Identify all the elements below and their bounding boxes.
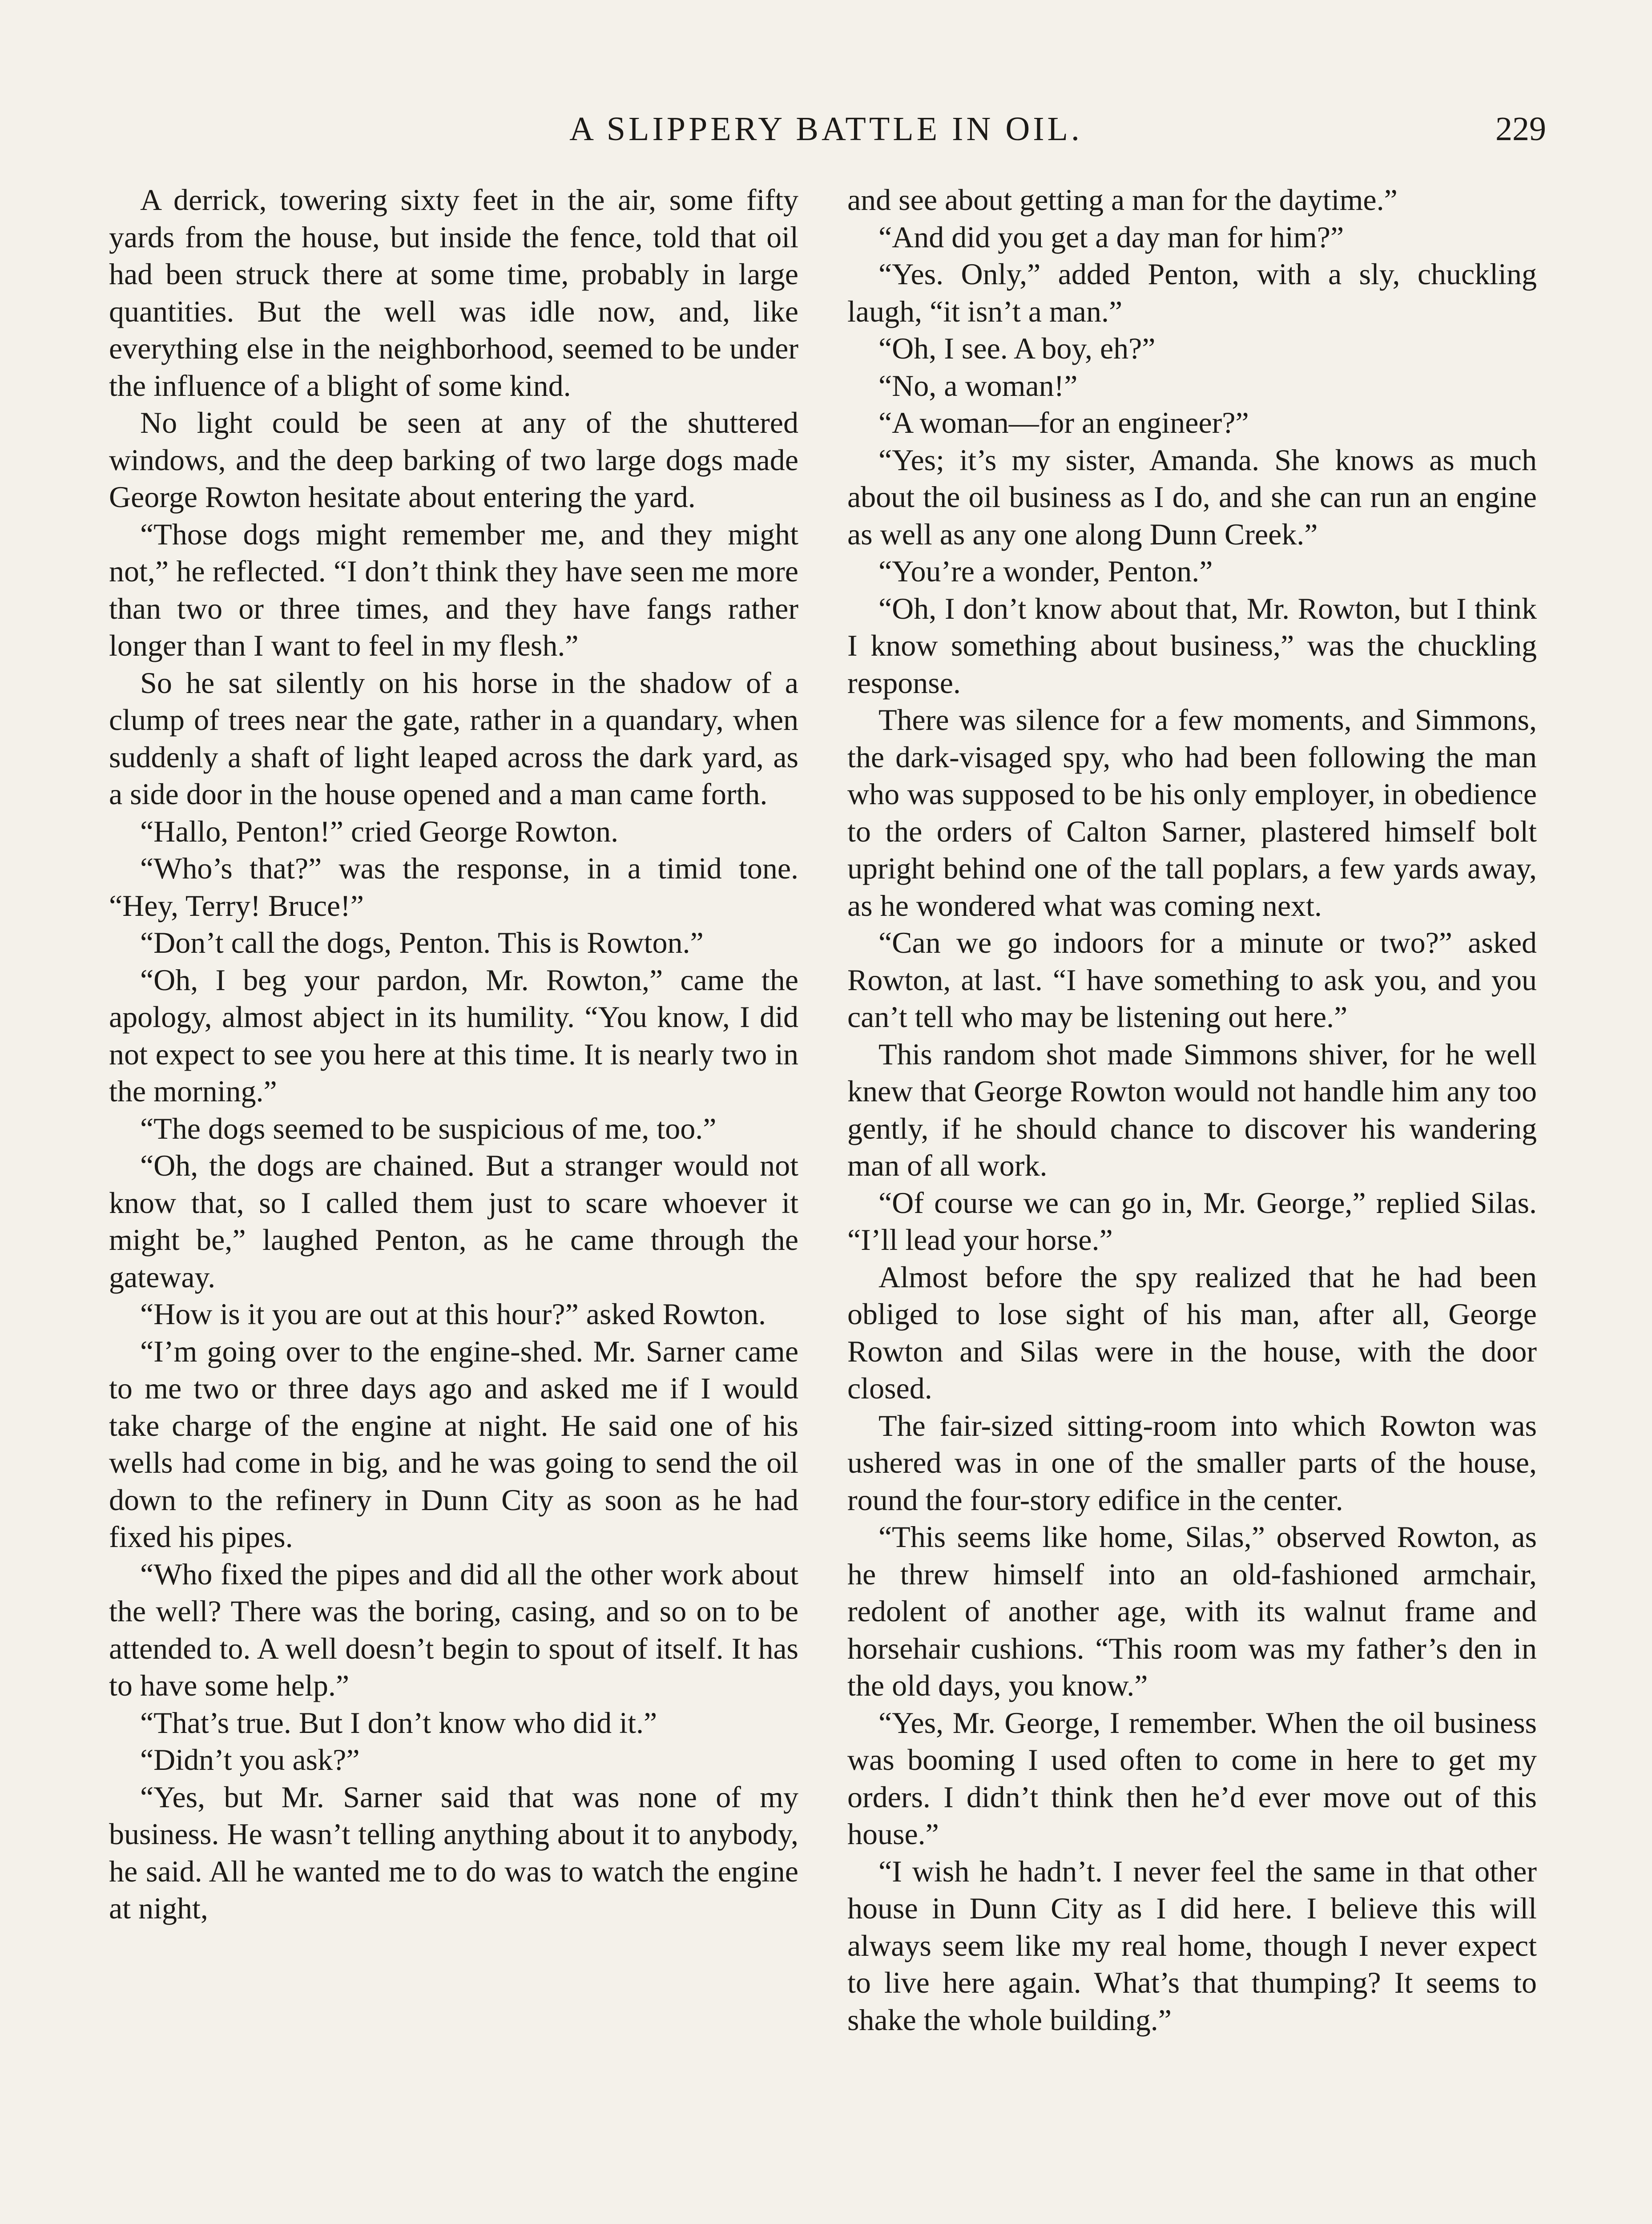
page-number: 229 [1495, 110, 1546, 148]
paragraph: “Yes, Mr. George, I remember. When the oil business was booming I used often to come in here to get my orders. I didn’t think then he’d ever move out of this house.” [847, 1705, 1537, 1851]
paragraph: So he sat silently on his horse in the shadow of a clump of trees near the gate, rather in a quandary, when suddenly a shaft of light leaped across the dark yard, as a side door in the house opened and a man came forth. [109, 665, 798, 811]
paragraph: “Of course we can go in, Mr. George,” replied Silas. “I’ll lead your horse.” [847, 1185, 1537, 1257]
paragraph: No light could be seen at any of the shuttered windows, and the deep barking of two large dogs made George Rowton hesitate about entering the yard. [109, 406, 798, 514]
paragraph: “Hallo, Penton!” cried George Rowton. [140, 814, 619, 848]
paragraph: “How is it you are out at this hour?” asked Rowton. [140, 1297, 766, 1331]
paragraph: “Can we go indoors for a minute or two?” asked Rowton, at last. “I have something to ask you, and you can’t tell who may be listening out here.” [847, 926, 1537, 1034]
paragraph: “Don’t call the dogs, Penton. This is Rowton.” [140, 926, 704, 959]
paragraph: “And did you get a day man for him?” [878, 220, 1344, 254]
page-header [0, 102, 1652, 156]
paragraph: The fair-sized sitting-room into which Rowton was ushered was in one of the smaller parts of the house, round the four-story edifice in the center. [847, 1408, 1537, 1517]
paragraph: “The dogs seemed to be suspicious of me, too.” [140, 1111, 717, 1145]
paragraph: This random shot made Simmons shiver, for he well knew that George Rowton would not handle him any too gently, if he should chance to discover his wandering man of all work. [847, 1037, 1537, 1182]
paragraph: “Yes; it’s my sister, Amanda. She knows as much about the oil business as I do, and she can run an engine as well as any one along Dunn Creek.” [847, 443, 1537, 551]
paragraph: “Didn’t you ask?” [140, 1743, 360, 1777]
paragraph: “Yes, but Mr. Sarner said that was none of my business. He wasn’t telling anything about it to anybody, he said. All he wanted me to do was to watch the engine at night, [109, 1780, 798, 1925]
paragraph: “Oh, I beg your pardon, Mr. Rowton,” came the apology, almost abject in its humility. “You know, I did not expect to see you here at this time. It is nearly two in the morning.” [109, 963, 798, 1108]
paragraph: There was silence for a few moments, and Simmons, the dark-visaged spy, who had been following the man who was supposed to be his only employer, in obedience to the orders of Calton Sarner, plastered himself bolt upright behind one of the tall poplars, a few yards away, as he wondered what was coming next. [847, 703, 1537, 923]
right-column [847, 181, 1537, 2039]
paragraph: “Those dogs might remember me, and they might not,” he reflected. “I don’t think they have seen me more than two or three times, and they have fangs rather longer than I want to feel in my flesh.” [109, 517, 798, 662]
paragraph-continuation: and see about getting a man for the daytime.” [847, 183, 1398, 217]
paragraph: “That’s true. But I don’t know who did it.” [140, 1705, 657, 1740]
running-title: A SLIPPERY BATTLE IN OIL. [569, 110, 1083, 148]
paragraph: “You’re a wonder, Penton.” [878, 554, 1213, 588]
paragraph: “I’m going over to the engine-shed. Mr. Sarner came to me two or three days ago and asked me if I would take charge of the engine at night. He said one of his wells had come in big, and he was going to send the oil down to the refinery in Dunn City as soon as he had fixed his pipes. [109, 1334, 798, 1554]
paragraph: “I wish he hadn’t. I never feel the same in that other house in Dunn City as I did here. I believe this will always seem like my real home, though I never expect to live here again. What’s that thumping? It seems to shake the whole building.” [847, 1854, 1537, 2037]
paragraph: “Yes. Only,” added Penton, with a sly, chuckling laugh, “it isn’t a man.” [847, 257, 1537, 328]
paragraph: “Who’s that?” was the response, in a timid tone. “Hey, Terry! Bruce!” [109, 851, 798, 923]
left-column [109, 181, 798, 1927]
paragraph: “Oh, the dogs are chained. But a stranger would not know that, so I called them just to scare whoever it might be,” laughed Penton, as he came through the gateway. [109, 1148, 798, 1294]
paragraph: “Oh, I don’t know about that, Mr. Rowton, but I think I know something about business,” was the chuckling response. [847, 591, 1537, 700]
paragraph: “No, a woman!” [878, 368, 1078, 403]
paragraph: A derrick, towering sixty feet in the air, some fifty yards from the house, but inside the fence, told that oil had been struck there at some time, probably in large quantities. But the well was idle now, and, like everything else in the neighborhood, seemed to be under the influence of a blight of some kind. [109, 183, 798, 403]
paragraph: “Who fixed the pipes and did all the other work about the well? There was the boring, casing, and so on to be attended to. A well doesn’t begin to spout of itself. It has to have some help.” [109, 1557, 798, 1702]
paragraph: Almost before the spy realized that he had been obliged to lose sight of his man, after all, George Rowton and Silas were in the house, with the door closed. [847, 1260, 1537, 1405]
paragraph: “This seems like home, Silas,” observed Rowton, as he threw himself into an old-fashioned armchair, redolent of another age, with its walnut frame and horsehair cushions. “This room was my father’s den in the old days, you know.” [847, 1520, 1537, 1702]
paragraph: “A woman—for an engineer?” [878, 406, 1249, 439]
paragraph: “Oh, I see. A boy, eh?” [878, 331, 1156, 365]
